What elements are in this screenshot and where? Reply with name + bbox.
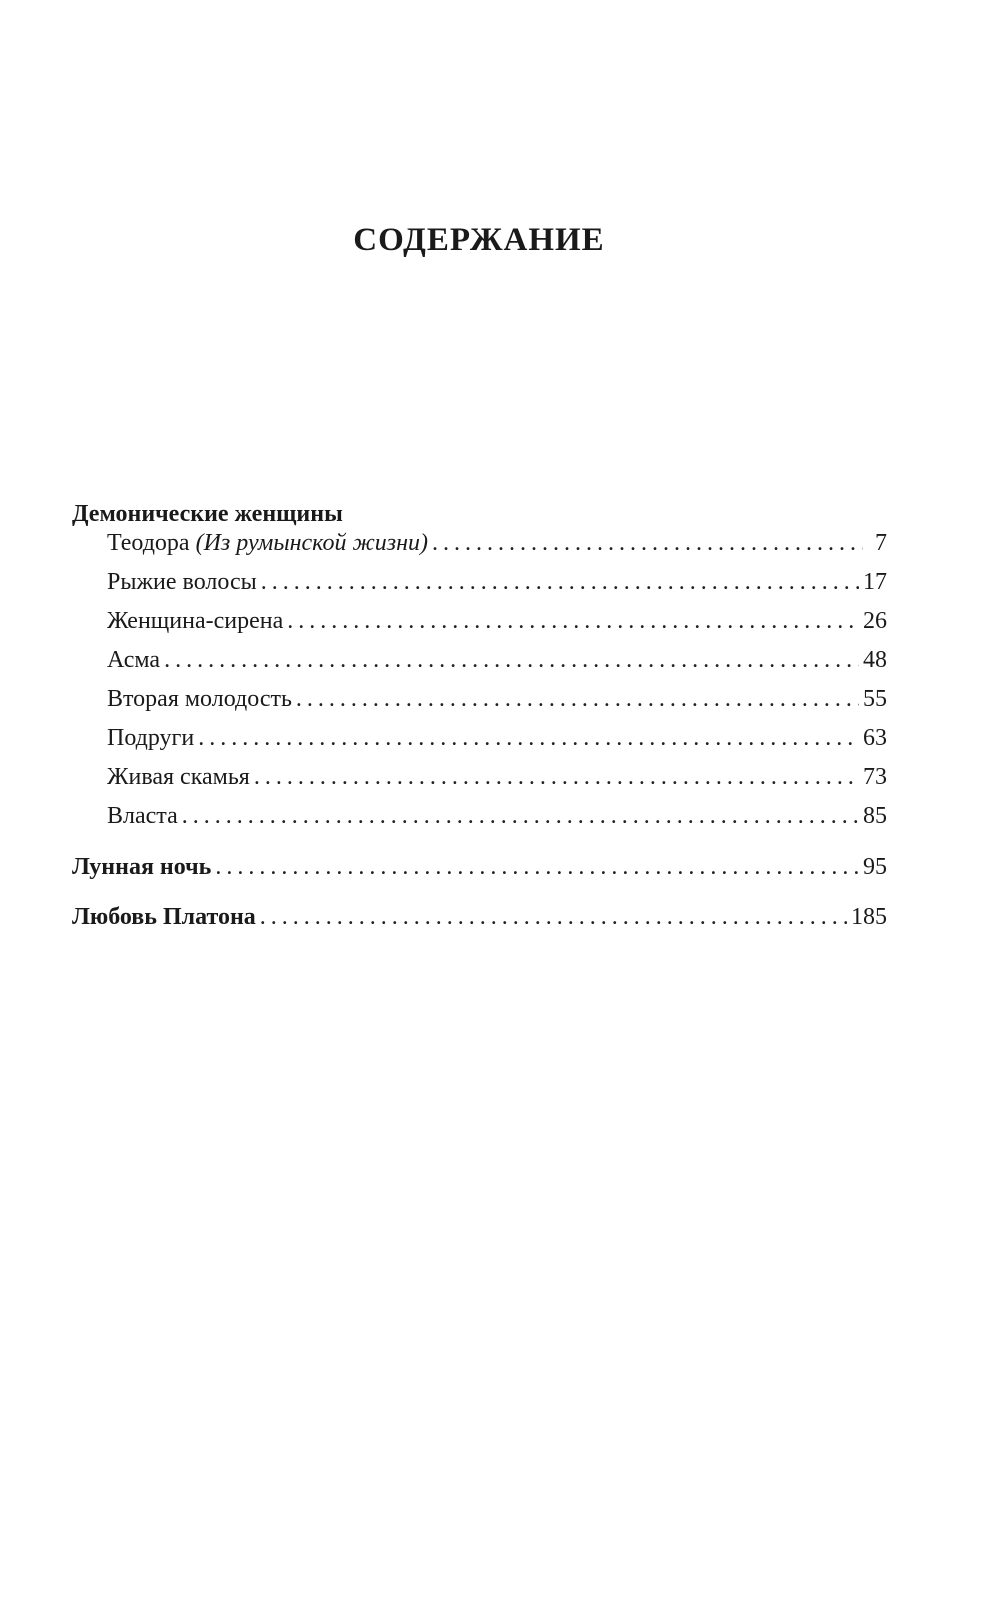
entry-title: Женщина-сирена (107, 608, 284, 634)
dot-leader (432, 530, 863, 557)
toc-entry[interactable] (72, 569, 887, 608)
toc-entry[interactable] (72, 803, 887, 842)
page-number: 85 (863, 803, 887, 829)
page-number: 63 (863, 725, 887, 751)
entry-title: Вторая молодость (107, 686, 292, 712)
page-number: 73 (863, 764, 887, 790)
page-number: 185 (851, 904, 887, 930)
dot-leader (260, 904, 847, 931)
entry-title: Подруги (107, 725, 195, 751)
toc-entry[interactable] (72, 647, 887, 686)
dot-leader (198, 725, 859, 752)
dot-leader (164, 647, 859, 674)
toc-entry[interactable] (72, 764, 887, 803)
entry-title: Лунная ночь (72, 854, 212, 880)
entry-title: Рыжие волосы (107, 569, 257, 595)
toc-entry[interactable] (72, 530, 887, 569)
toc-entry-top[interactable] (72, 854, 887, 904)
entry-title: Асма (107, 647, 161, 673)
page-number: 95 (863, 854, 887, 880)
dot-leader (296, 686, 859, 713)
section-heading: Демонические женщины (72, 501, 343, 527)
entry-title: Любовь Платона (72, 904, 256, 930)
page-title: СОДЕРЖАНИЕ (353, 222, 605, 258)
toc-entry-top[interactable] (72, 904, 887, 954)
page-number: 55 (863, 686, 887, 712)
entry-title: Теодора (107, 530, 190, 556)
dot-leader (287, 608, 859, 635)
toc-entry[interactable] (72, 725, 887, 764)
toc-entry[interactable] (72, 686, 887, 725)
dot-leader (261, 569, 859, 596)
toc-entry[interactable] (72, 608, 887, 647)
entry-title: Власта (107, 803, 178, 829)
dot-leader (254, 764, 859, 791)
table-of-contents (72, 500, 887, 954)
dot-leader (182, 803, 859, 830)
entry-title: Живая скамья (107, 764, 250, 790)
page-number: 17 (863, 569, 887, 595)
entry-subtitle: (Из румынской жизни) (195, 530, 429, 556)
page-number: 48 (863, 647, 887, 673)
page-number: 26 (863, 608, 887, 634)
dot-leader (215, 854, 859, 881)
page-number: 7 (875, 530, 887, 556)
